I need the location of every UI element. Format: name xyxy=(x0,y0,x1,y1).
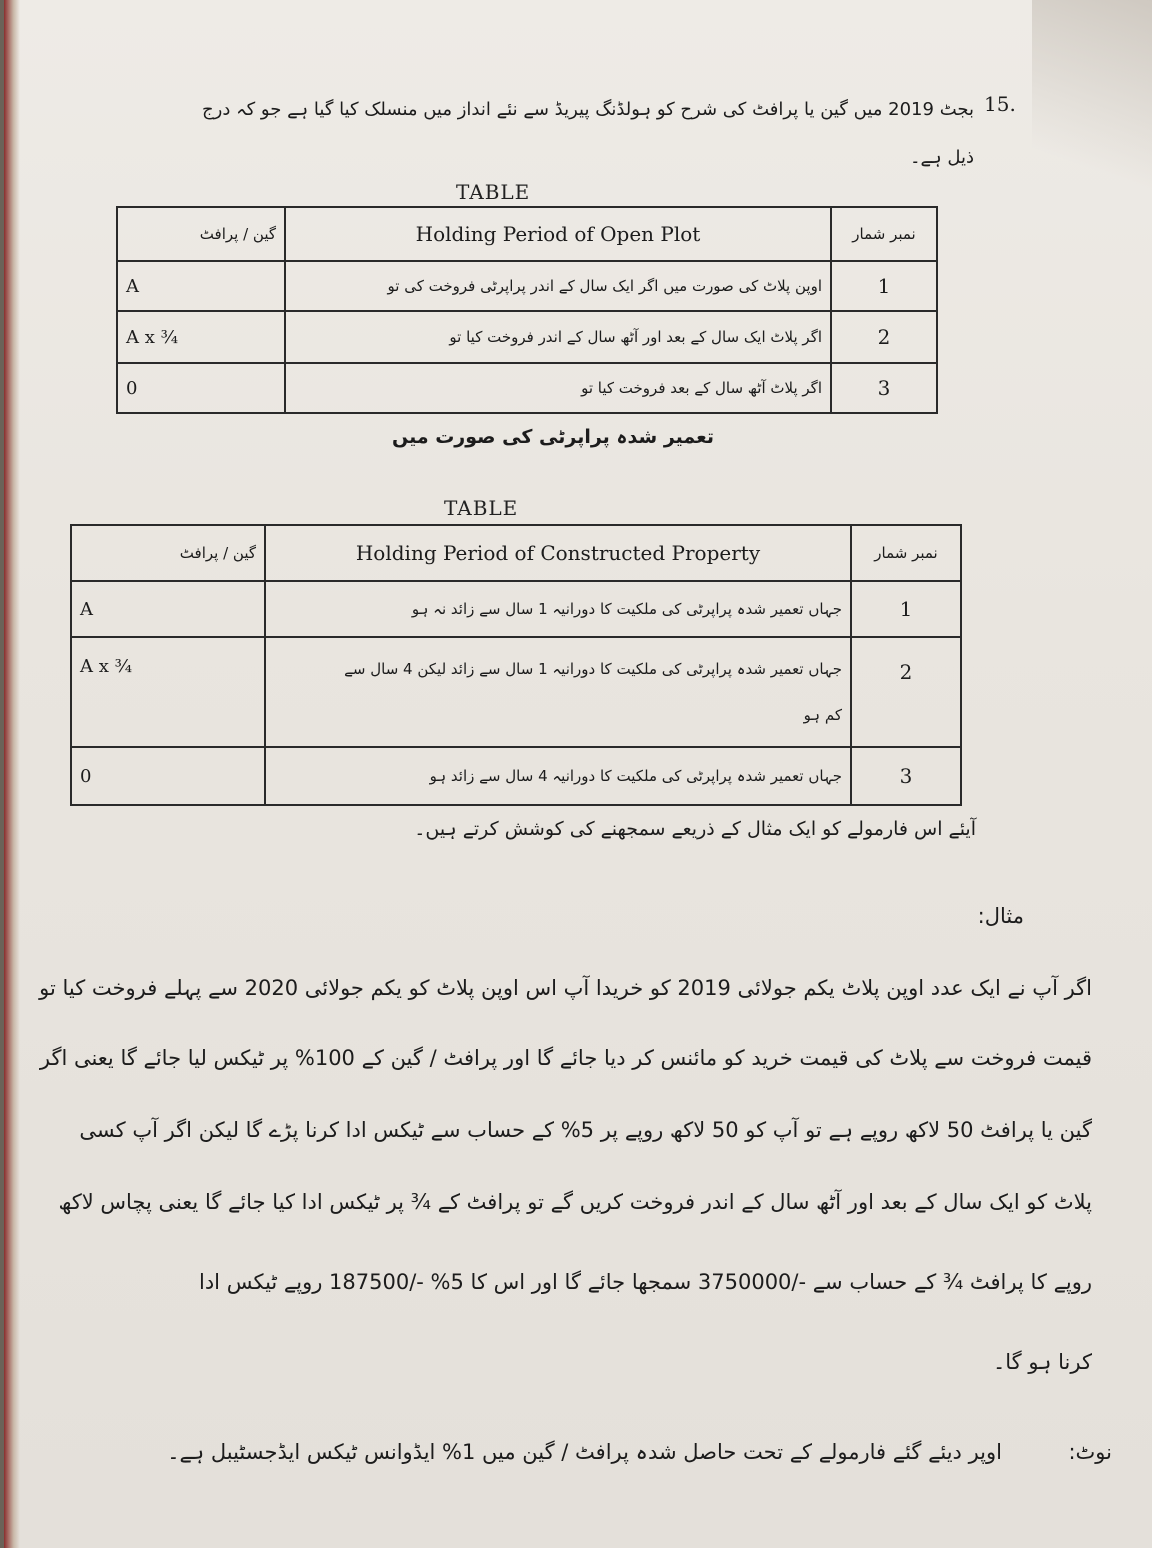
table2-row3-number: 3 xyxy=(851,747,961,805)
page-shadow xyxy=(1032,0,1152,230)
note-text: اوپر دیئے گئے فارمولے کے تحت حاصل شدہ پرافٹ / گین میں 1% ایڈوانس ٹیکس ایڈجسٹیبل ہے۔ xyxy=(167,1440,1002,1464)
table1-row2-gain: A x ¾ xyxy=(117,311,285,363)
table-row xyxy=(117,311,937,363)
constructed-heading: تعمیر شدہ پراپرٹی کی صورت میں xyxy=(391,426,714,448)
table2-row1-number: 1 xyxy=(851,581,961,637)
table2-row2-period: جہاں تعمیر شدہ پراپرٹی کی ملکیت کا دورانیہ 1 سال سے زائد لیکن 4 سال سے xyxy=(344,660,842,678)
item-number: 15. xyxy=(984,92,1016,116)
table1-header-period: Holding Period of Open Plot xyxy=(285,207,831,261)
table2-row3-gain: 0 xyxy=(71,747,265,805)
table2-header-row xyxy=(71,525,961,581)
table-row xyxy=(71,637,961,747)
table1-row1-period: اوپن پلاٹ کی صورت میں اگر ایک سال کے اندر پراپرٹی فروخت کی تو xyxy=(285,261,831,311)
example-line-6: کرنا ہو گا۔ xyxy=(992,1350,1092,1374)
table1-row3-gain: 0 xyxy=(117,363,285,413)
table1-row2-period: اگر پلاٹ ایک سال کے بعد اور آٹھ سال کے اندر فروخت کیا تو xyxy=(285,311,831,363)
table2-row2-period-cell xyxy=(265,637,851,747)
table1-header-gain: گین / پرافٹ xyxy=(117,207,285,261)
table-row xyxy=(117,261,937,311)
table2-header-period: Holding Period of Constructed Property xyxy=(265,525,851,581)
note-label: نوٹ: xyxy=(1068,1440,1112,1464)
example-line-5: روپے کا پرافٹ ¾ کے حساب سے -/3750000 سمجھا جائے گا اور اس کا 5% -/187500 روپے ٹیکس ادا xyxy=(199,1270,1092,1294)
page-edge xyxy=(4,0,20,1548)
example-line-3: گین یا پرافٹ 50 لاکھ روپے ہے تو آپ کو 50 لاکھ روپے پر 5% کے حساب سے ٹیکس ادا کرنا پڑے گا لیکن اگر آپ کسی xyxy=(79,1118,1092,1142)
example-intro: آیئے اس فارمولے کو ایک مثال کے ذریعے سمجھنے کی کوشش کرتے ہیں۔ xyxy=(414,818,976,840)
table1-row3-period: اگر پلاٹ آٹھ سال کے بعد فروخت کیا تو xyxy=(285,363,831,413)
table2-caption: TABLE xyxy=(444,496,519,520)
table1-caption: TABLE xyxy=(456,180,531,204)
table1-row3-number: 3 xyxy=(831,363,937,413)
intro-text: بجٹ 2019 میں گین یا پرافٹ کی شرح کو ہولڈنگ پیریڈ سے نئے انداز میں منسلک کیا گیا ہے جو کہ درج ذیل ہے۔ xyxy=(202,99,974,168)
table2-row3-period: جہاں تعمیر شدہ پراپرٹی کی ملکیت کا دورانیہ 4 سال سے زائد ہو xyxy=(265,747,851,805)
table1-header-number: نمبر شمار xyxy=(831,207,937,261)
open-plot-table xyxy=(116,206,938,414)
table1-row2-number: 2 xyxy=(831,311,937,363)
example-line-1: اگر آپ نے ایک عدد اوپن پلاٹ یکم جولائی 2019 کو خریدا آپ اس اوپن پلاٹ کو یکم جولائی 2020 سے پہلے فروخت کیا تو xyxy=(39,976,1092,1000)
table2-row2-period-cont: کم ہو xyxy=(803,706,842,724)
example-line-4: پلاٹ کو ایک سال کے بعد اور آٹھ سال کے اندر فروخت کریں گے تو پرافٹ کے ¾ پر ٹیکس ادا کیا جائے گا یعنی پچاس لاکھ xyxy=(58,1190,1092,1214)
table2-row2-gain: A x ¾ xyxy=(71,637,265,747)
constructed-property-table xyxy=(70,524,962,806)
table2-row1-period: جہاں تعمیر شدہ پراپرٹی کی ملکیت کا دورانیہ 1 سال سے زائد نہ ہو xyxy=(265,581,851,637)
table-row xyxy=(71,747,961,805)
table1-row1-gain: A xyxy=(117,261,285,311)
table2-row2-number: 2 xyxy=(851,637,961,747)
table-row xyxy=(117,363,937,413)
table2-header-gain: گین / پرافٹ xyxy=(71,525,265,581)
document-page xyxy=(4,0,1152,1548)
table2-row1-gain: A xyxy=(71,581,265,637)
table1-header-row xyxy=(117,207,937,261)
example-label: مثال: xyxy=(977,904,1024,928)
table2-header-number: نمبر شمار xyxy=(851,525,961,581)
table-row xyxy=(71,581,961,637)
example-line-2: قیمت فروخت سے پلاٹ کی قیمت خرید کو مائنس کر دیا جائے گا اور پرافٹ / گین کے 100% پر ٹیکس لیا جائے گا یعنی اگر xyxy=(39,1046,1092,1070)
table1-row1-number: 1 xyxy=(831,261,937,311)
